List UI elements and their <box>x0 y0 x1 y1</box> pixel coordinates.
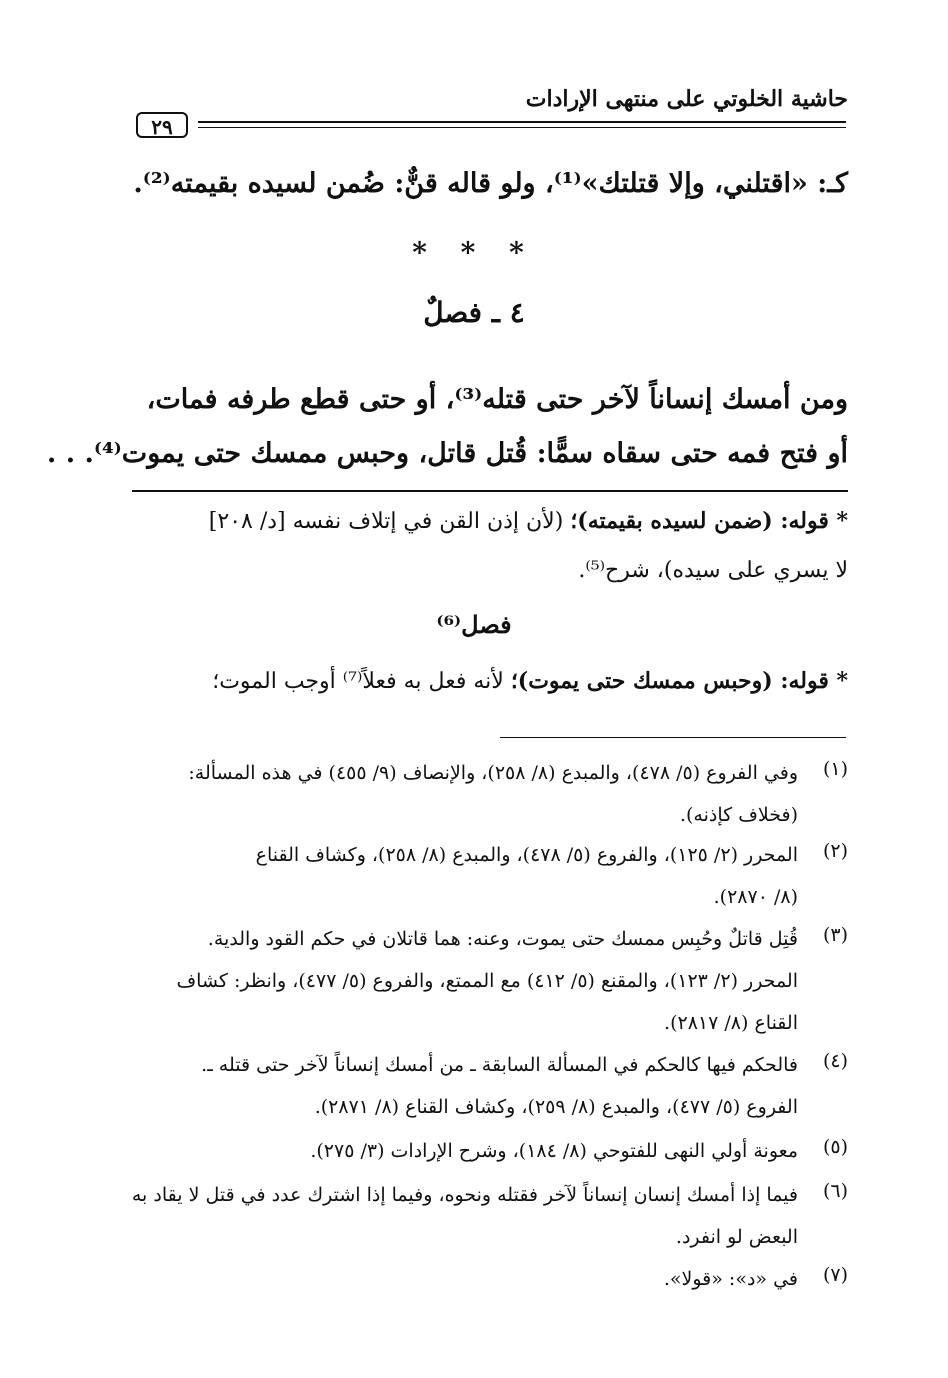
main-text-line-2: ومن أمسك إنساناً لآخر حتى قتله⁽³⁾، أو حتى قطع طرفه فمات، <box>146 384 848 415</box>
footnote-line: المحرر (٢/ ١٢٥)، والفروع (٥/ ٤٧٨)، والمبدع (٨/ ٢٥٨)، وكشاف القناع <box>255 844 798 866</box>
header-rule <box>198 121 846 123</box>
footnote-number: (٦) <box>822 1180 848 1202</box>
footnote-line: في «د»: «قولا». <box>663 1268 798 1290</box>
footnote-line: (٨/ ٢٨٧٠). <box>713 886 798 908</box>
footnote-line: فالحكم فيها كالحكم في المسألة السابقة ـ من أمسك إنساناً لآخر حتى قتله ـ. <box>201 1054 798 1076</box>
footnote-line: الفروع (٥/ ٤٧٧)، والمبدع (٨/ ٢٥٩)، وكشاف القناع (٨/ ٢٨٧١). <box>314 1096 798 1118</box>
footnote-line: قُتِل قاتلٌ وحُبِس ممسك حتى يموت، وعنه: هما قاتلان في حكم القود والدية. <box>207 928 798 950</box>
footnote-number: (٤) <box>822 1050 848 1072</box>
footnote-line: فيما إذا أمسك إنسان إنساناً لآخر فقتله ونحوه، وفيما إذا اشترك عدد في قتل لا يقاد به <box>131 1184 798 1206</box>
footnote-separator <box>500 737 846 738</box>
footnote-number: (٥) <box>822 1136 848 1158</box>
commentary-line-3 <box>130 668 848 694</box>
section-separator-stars: * * * <box>412 236 536 269</box>
commentary-text: (لأن إذن القن في إتلاف نفسه [د/ ٢٠٨] <box>208 509 564 534</box>
commentary-line-2: لا يسري على سيده)، شرح⁽⁵⁾. <box>578 558 848 583</box>
commentary-text: لأنه فعل به فعلاً⁽⁷⁾ أوجب الموت؛ <box>212 669 504 694</box>
footnote-line: معونة أولي النهى للفتوحي (٨/ ١٨٤)، وشرح الإرادات (٣/ ٢٧٥). <box>310 1140 798 1162</box>
running-header-title: حاشية الخلوتي على منتهى الإرادات <box>525 86 848 112</box>
commentary-lead: * قوله: (وحبس ممسك حتى يموت)؛ <box>510 668 848 694</box>
main-text-line-3: أو فتح فمه حتى سقاه سمًّا: قُتل قاتل، وحبس ممسك حتى يموت⁽⁴⁾. . . <box>46 438 848 469</box>
section-title: ٤ ـ فصلٌ <box>423 296 525 329</box>
footnote-number: (٣) <box>822 924 848 946</box>
page-number-box: ٢٩ <box>136 112 188 138</box>
header-rule-thin <box>198 127 846 128</box>
footnote-line: القناع (٨/ ٢٨١٧). <box>664 1012 798 1034</box>
commentary-lead: * قوله: (ضمن لسيده بقيمته)؛ <box>570 508 848 534</box>
main-text-line-1: كـ: «اقتلني، وإلا قتلتك»⁽¹⁾، ولو قاله قنٌّ: ضُمن لسيده بقيمته⁽²⁾. <box>133 168 848 199</box>
footnote-number: (١) <box>822 758 848 780</box>
footnote-line: المحرر (٢/ ١٢٣)، والمقنع (٥/ ٤١٢) مع الممتع، والفروع (٥/ ٤٧٧)، وانظر: كشاف <box>176 970 798 992</box>
commentary-line-1 <box>130 508 848 534</box>
footnote-line: وفي الفروع (٥/ ٤٧٨)، والمبدع (٨/ ٢٥٨)، والإنصاف (٩/ ٤٥٥) في هذه المسألة: <box>188 762 798 784</box>
footnote-number: (٧) <box>822 1264 848 1286</box>
commentary-sub-heading: فصل⁽⁶⁾ <box>436 610 512 639</box>
text-commentary-separator <box>132 490 848 492</box>
footnote-number: (٢) <box>822 840 848 862</box>
footnote-line: البعض لو انفرد. <box>675 1226 798 1248</box>
footnote-line: (فخلاف كإذنه). <box>679 804 798 826</box>
